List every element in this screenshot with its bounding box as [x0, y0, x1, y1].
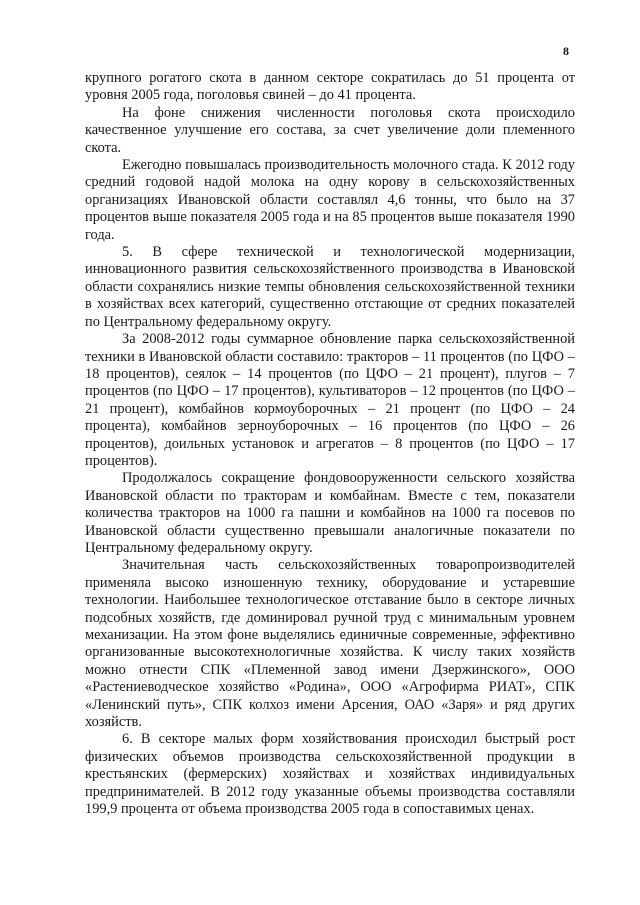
page-number: 8 [563, 44, 569, 58]
paragraph-continued: крупного рогатого скота в данном секторе сократилась до 51 процента от уровня 2005 года, поголовья свиней – до 41 процента. [85, 70, 575, 104]
paragraph: 5. В сфере технической и технологической модернизации, инновационного развития сельскохозяйственного производства в Ивановской области сохранялись низкие темпы обновления сельскохозяйственной техники в хозяйствах всех категорий, существенно отстающие от средних показателей по Центральному федеральному округу. [85, 244, 575, 330]
paragraph: На фоне снижения численности поголовья скота происходило качественное улучшение его состава, за счет увеличение доли племенного скота. [85, 104, 575, 156]
paragraph: Продолжалось сокращение фондовооруженности сельского хозяйства Ивановской области по тракторам и комбайнам. Вместе с тем, показатели количества тракторов на 1000 га пашни и комбайнов на 1000 га посевов по Ивановской области существенно превышали аналогичные показатели по Центральному федеральному округу. [85, 470, 575, 556]
paragraph: Ежегодно повышалась производительность молочного стада. К 2012 году средний годовой надой молока на одну корову в сельскохозяйственных организациях Ивановской области составлял 4,6 тонны, что было на 37 процентов выше показателя 2005 года и на 85 процентов выше показателя 1990 года. [85, 157, 575, 243]
body-text [85, 70, 575, 818]
paragraph: За 2008-2012 годы суммарное обновление парка сельскохозяйственной техники в Ивановской области составило: тракторов – 11 процентов (по ЦФО – 18 процентов), сеялок – 14 процентов (по ЦФО – 21 процент), плугов – 7 процентов (по ЦФО – 17 процентов), культиваторов – 12 процентов (по ЦФО – 21 процент), комбайнов кормоуборочных – 21 процент (по ЦФО – 24 процента), комбайнов зерноуборочных – 16 процентов (по ЦФО – 26 процентов), доильных установок и агрегатов – 8 процентов (по ЦФО – 17 процентов). [85, 331, 575, 469]
paragraph: Значительная часть сельскохозяйственных товаропроизводителей применяла высоко изношенную технику, оборудование и устаревшие технологии. Наибольшее технологическое отставание было в секторе личных подсобных хозяйств, где доминировал ручной труд с минимальным уровнем механизации. На этом фоне выделялись единичные современные, эффективно организованные высокотехнологичные хозяйства. К числу таких хозяйств можно отнести СПК «Племенной завод имени Дзержинского», ООО «Растениеводческое хозяйство «Родина», ООО «Агрофирма РИАТ», СПК «Ленинский путь», СПК колхоз имени Арсения, ОАО «Заря» и ряд других хозяйств. [85, 557, 575, 731]
paragraph: 6. В секторе малых форм хозяйствования происходил быстрый рост физических объемов производства сельскохозяйственной продукции в крестьянских (фермерских) хозяйствах и хозяйствах индивидуальных предпринимателей. В 2012 году указанные объемы производства составляли 199,9 процента от объема производства 2005 года в сопоставимых ценах. [85, 731, 575, 818]
